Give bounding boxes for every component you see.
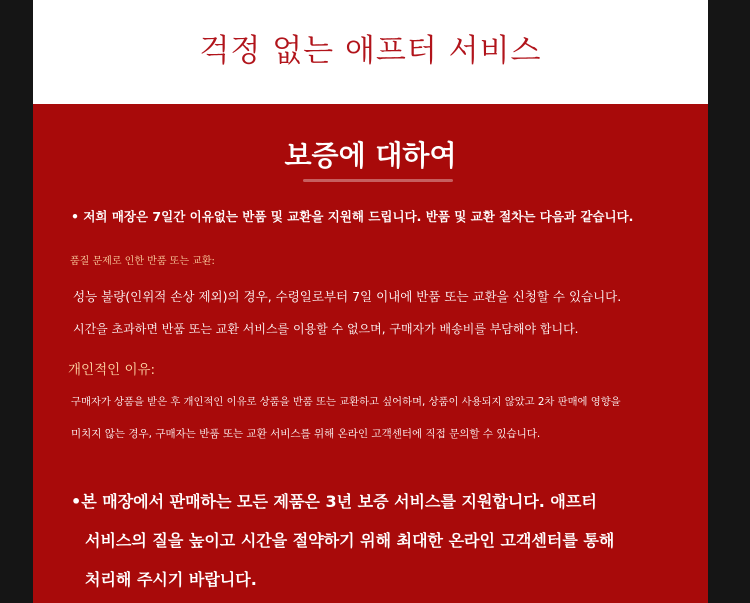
warranty-panel xyxy=(33,104,708,603)
quality-heading: 품질 문제로 인한 반품 또는 교환: xyxy=(70,256,215,267)
closing-text-1: •본 매장에서 판매하는 모든 제품은 3년 보증 서비스를 지원합니다. 애프터 xyxy=(71,492,597,511)
intro-text: • 저희 매장은 7일간 이유없는 반품 및 교환을 지원해 드립니다. 반품 및 교환 절차는 다음과 같습니다. xyxy=(71,209,634,224)
title-underline xyxy=(303,179,453,182)
quality-text-2: 시간을 초과하면 반품 또는 교환 서비스를 이용할 수 없으며, 구매자가 배송비를 부담해야 합니다. xyxy=(73,322,579,336)
after-service-banner xyxy=(33,0,708,603)
closing-text-2: 서비스의 질을 높이고 시간을 절약하기 위해 최대한 온라인 고객센터를 통해 xyxy=(85,531,615,550)
quality-text-1: 성능 불량(인위적 손상 제외)의 경우, 수령일로부터 7일 이내에 반품 또는 교환을 신청할 수 있습니다. xyxy=(73,289,622,304)
personal-heading: 개인적인 이유: xyxy=(68,362,156,378)
header xyxy=(33,0,708,104)
page-title: 걱정 없는 애프터 서비스 xyxy=(199,32,542,69)
closing-text-3: 처리해 주시기 바랍니다. xyxy=(85,570,257,589)
section-title: 보증에 대하여 xyxy=(284,139,457,172)
personal-text-1: 구매자가 상품을 받은 후 개인적인 이유로 상품을 반품 또는 교환하고 싶어하며, 상품이 사용되지 않았고 2차 판매에 영향을 xyxy=(71,396,621,408)
personal-text-2: 미치지 않는 경우, 구매자는 반품 또는 교환 서비스를 위해 온라인 고객센터에 직접 문의할 수 있습니다. xyxy=(71,428,541,440)
closing-paragraph xyxy=(71,482,681,599)
